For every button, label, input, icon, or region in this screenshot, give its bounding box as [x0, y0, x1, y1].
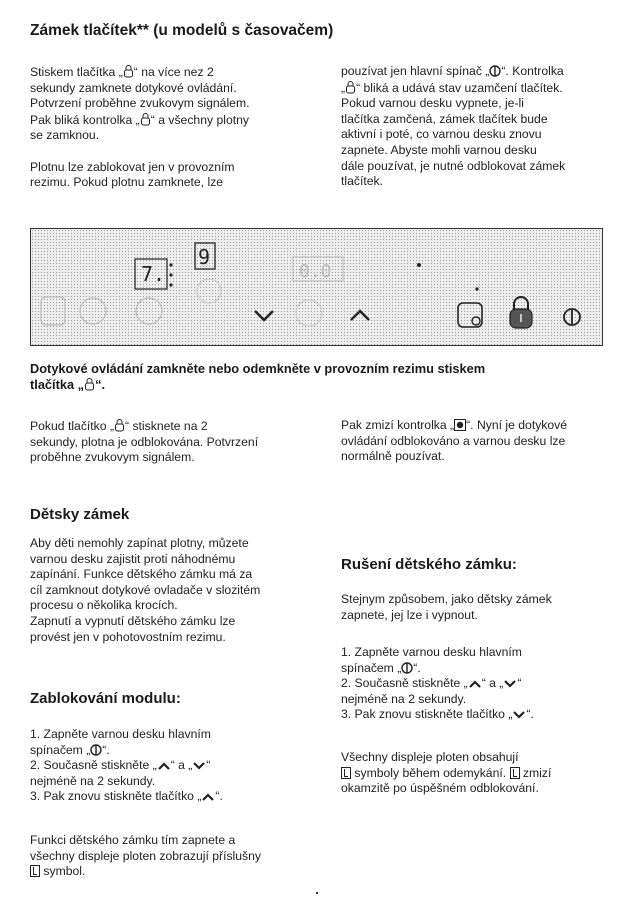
text-line: proběhne zvukovym signálem. — [30, 450, 195, 465]
text-line: se zamknou. — [30, 128, 100, 143]
text-line: sekundy, plotna je odblokována. Potvrzení — [30, 434, 259, 449]
left-display-indicator — [135, 259, 173, 289]
text-line: 3. Pak znovu stiskněte tlačítko „ “. — [30, 789, 223, 804]
lock-module-after — [30, 833, 261, 880]
text-line: rezimu. Pokud plotnu zamknete, lze — [30, 175, 224, 190]
timer-digit: 9 — [198, 245, 211, 269]
text-line: 2. Současně stiskněte „ “ a „ “ — [341, 676, 522, 691]
timer-button-icon — [458, 303, 482, 327]
lock-module-steps — [30, 727, 223, 805]
up-chevron-icon — [351, 311, 369, 320]
text-line: 3. Pak znovu stiskněte tlačítko „ “. — [341, 707, 534, 722]
text-line: tlačítek. — [341, 174, 383, 189]
page-mark — [316, 892, 318, 894]
text-line: Stiskem tlačítka „ “ na více nez 2 — [30, 65, 214, 79]
text-line: zapnete, jej lze i vypnout. — [341, 607, 478, 622]
up-chevron-icon — [157, 761, 171, 771]
panel-drawing — [31, 229, 604, 347]
text-line: spínačem „ “. — [30, 742, 110, 757]
down-chevron-icon — [192, 761, 206, 771]
down-chevron-icon — [512, 710, 526, 720]
timer-display — [195, 243, 215, 269]
text-line: Pokud tlačítko „ “ stisknete na 2 — [30, 419, 208, 433]
unlock-col-right — [341, 418, 567, 465]
power-icon — [401, 662, 413, 674]
text-line: Plotnu lze zablokovat jen v provozním — [30, 159, 235, 174]
intro-col-left — [30, 64, 249, 191]
text-line: Stejnym způsobem, jako dětsky zámek — [341, 592, 552, 606]
indicator-dot — [417, 263, 421, 267]
unlock-steps — [341, 645, 534, 723]
lock-icon — [345, 80, 356, 94]
text-line: cíl zamknout dotykové ovladače v slozitém — [30, 582, 261, 597]
text-line: všechny displeje ploten zobrazují příslušny — [30, 848, 262, 863]
up-chevron-icon — [201, 792, 215, 802]
power-button-icon — [564, 309, 580, 325]
text-line: zapínání. Funkce dětského zámku má za — [30, 567, 253, 582]
text-line: tlačítka „ “. — [30, 377, 106, 392]
section-title: Zámek tlačítek** (u modelů s časovačem) — [30, 22, 334, 39]
text-line: 1. Zapněte varnou desku hlavním — [341, 645, 522, 659]
child-lock-l-icon — [30, 865, 40, 877]
text-line: pouzívat jen hlavní spínač „ “. Kontrolka — [341, 64, 564, 78]
text-line — [30, 144, 249, 160]
text-line: sekundy zamknete dotykové ovládání. — [30, 80, 237, 95]
child-lock-l-icon — [510, 767, 520, 779]
left-display-digit: 7. — [141, 262, 166, 286]
text-line: varnou desku zajistit proti náhodnému — [30, 551, 236, 566]
text-line: nejméně na 2 sekundy. — [341, 691, 467, 706]
text-line: tlačítka zamčená, zámek tlačítek bude — [341, 111, 548, 126]
power-icon — [489, 65, 501, 77]
text-line: Pak zmizí kontrolka „ “. Nyní je dotykové — [341, 418, 568, 432]
power-icon — [90, 744, 102, 756]
unlock-col-left — [30, 418, 258, 466]
up-chevron-icon — [468, 679, 482, 689]
down-chevron-icon — [503, 679, 517, 689]
unlock-title: Rušení dětského zámku: — [341, 556, 517, 573]
text-line: Pak bliká kontrolka „ “ a všechny plotny — [30, 112, 249, 127]
text-line: procesu o několika krocích. — [30, 598, 178, 613]
text-line: symbol. — [30, 864, 261, 880]
text-line: spínačem „ “. — [341, 660, 421, 675]
text-line: Potvrzení proběhne zvukovym signálem. — [30, 96, 250, 111]
text-line: dále pouzívat, je nutné odblokovat zámek — [341, 158, 566, 173]
text-line: Aby děti nemohly zapínat plotny, můzete — [30, 536, 249, 550]
lock-icon — [140, 112, 151, 126]
lock-button-icon — [510, 297, 532, 328]
text-line: nejméně na 2 sekundy. — [30, 773, 156, 788]
text-line: okamzitě po úspěšném odblokování. — [341, 781, 539, 796]
indicator-dot-icon — [454, 419, 466, 431]
text-line: symboly během odemykání. zmizí — [341, 766, 551, 782]
text-line: Pokud varnou desku vypnete, je-li — [341, 96, 524, 111]
unlock-after — [341, 750, 551, 797]
indicator-dot — [475, 287, 478, 290]
svg-text:0.0: 0.0 — [299, 261, 332, 282]
text-line: Funkci dětského zámku tím zapnete a — [30, 833, 236, 847]
text-line: zapnete. Abyste mohli varnou desku — [341, 142, 537, 157]
child-lock-body — [30, 536, 260, 645]
text-line: ovládání odblokováno a varnou desku lze — [341, 433, 566, 448]
child-lock-title: Dětsky zámek — [30, 506, 130, 523]
intro-col-right — [341, 64, 565, 190]
lock-icon — [123, 64, 134, 78]
lock-module-title: Zablokování modulu: — [30, 690, 181, 707]
child-lock-l-icon — [341, 767, 351, 779]
text-line: „ “ bliká a udává stav uzamčení tlačítek. — [341, 80, 563, 95]
lock-icon — [84, 377, 95, 391]
text-line: 2. Současně stiskněte „ “ a „ “ — [30, 758, 211, 773]
text-line: 1. Zapněte varnou desku hlavním — [30, 727, 211, 741]
text-line: Všechny displeje ploten obsahují — [341, 750, 519, 764]
text-line: Dotykové ovládání zamkněte nebo odemkněte v provozním rezimu stiskem — [30, 361, 486, 376]
text-line: Zapnutí a vypnutí dětského zámku lze — [30, 613, 236, 628]
text-line: provést jen v pohotovostním rezimu. — [30, 629, 226, 644]
lock-icon — [114, 418, 125, 432]
down-chevron-icon — [255, 311, 273, 320]
text-line: normálně pouzívat. — [341, 449, 445, 464]
unlock-intro — [341, 592, 552, 623]
panel-caption — [30, 361, 485, 393]
text-line: aktivní i poté, co varnou desku znovu — [341, 127, 542, 142]
control-panel-illustration — [30, 228, 603, 346]
